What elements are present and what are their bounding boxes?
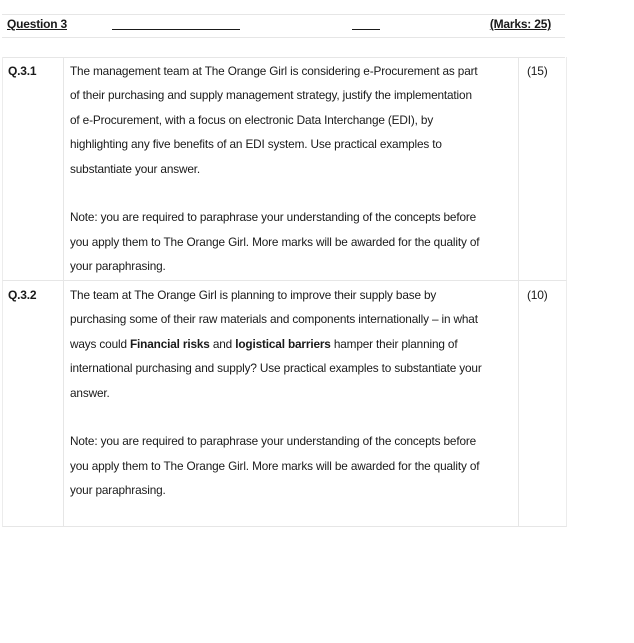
note-line: Note: you are required to paraphrase your understanding of the concepts before [70, 434, 477, 449]
paragraph-gap [70, 405, 518, 429]
question-text [70, 59, 518, 279]
question-header [2, 14, 565, 38]
line-text: and [209, 336, 236, 351]
question-line: of their purchasing and supply management strategy, justify the implementation [70, 88, 472, 103]
emphasis-financial-risks: Financial risks [129, 336, 210, 351]
question-line: highlighting any five benefits of an EDI system. Use practical examples to [70, 137, 442, 152]
question-line: substantiate your answer. [70, 161, 201, 176]
note-line: your paraphrasing. [70, 483, 166, 498]
note-line: your paraphrasing. [70, 259, 166, 274]
line-text: hamper their planning of [330, 336, 458, 351]
blank-underline [112, 29, 240, 30]
column-divider [63, 281, 64, 526]
question-line: of e-Procurement, with a focus on electronic Data Interchange (EDI), by [70, 112, 434, 127]
emphasis-logistical-barriers: logistical barriers [235, 336, 331, 351]
question-line: The team at The Orange Girl is planning to improve their supply base by [70, 288, 437, 302]
question-line [70, 332, 518, 356]
blank-underline-short [352, 29, 380, 30]
question-line: purchasing some of their raw materials and components internationally – in what [70, 312, 478, 327]
question-number: Q.3.2 [8, 288, 37, 302]
header-spacer-row [2, 37, 565, 58]
question-marks: (15) [527, 64, 548, 78]
question-text [70, 283, 518, 503]
question-row-3-1 [2, 57, 567, 281]
note-line: Note: you are required to paraphrase your understanding of the concepts before [70, 210, 477, 225]
question-line: The management team at The Orange Girl is considering e-Procurement as part [70, 64, 478, 78]
question-row-3-2 [2, 280, 567, 527]
question-number: Q.3.1 [8, 64, 37, 78]
note-line: you apply them to The Orange Girl. More marks will be awarded for the quality of [70, 234, 480, 249]
note-line: you apply them to The Orange Girl. More marks will be awarded for the quality of [70, 458, 480, 473]
total-marks: (Marks: 25) [489, 17, 551, 31]
column-divider [63, 57, 64, 280]
line-text: ways could [70, 336, 130, 351]
question-line: answer. [70, 385, 110, 400]
question-title: Question 3 [7, 17, 68, 31]
question-marks: (10) [527, 288, 548, 302]
paragraph-gap [70, 181, 518, 205]
question-line: international purchasing and supply? Use practical examples to substantiate your [70, 361, 482, 376]
column-divider [518, 281, 519, 526]
column-divider [518, 57, 519, 280]
